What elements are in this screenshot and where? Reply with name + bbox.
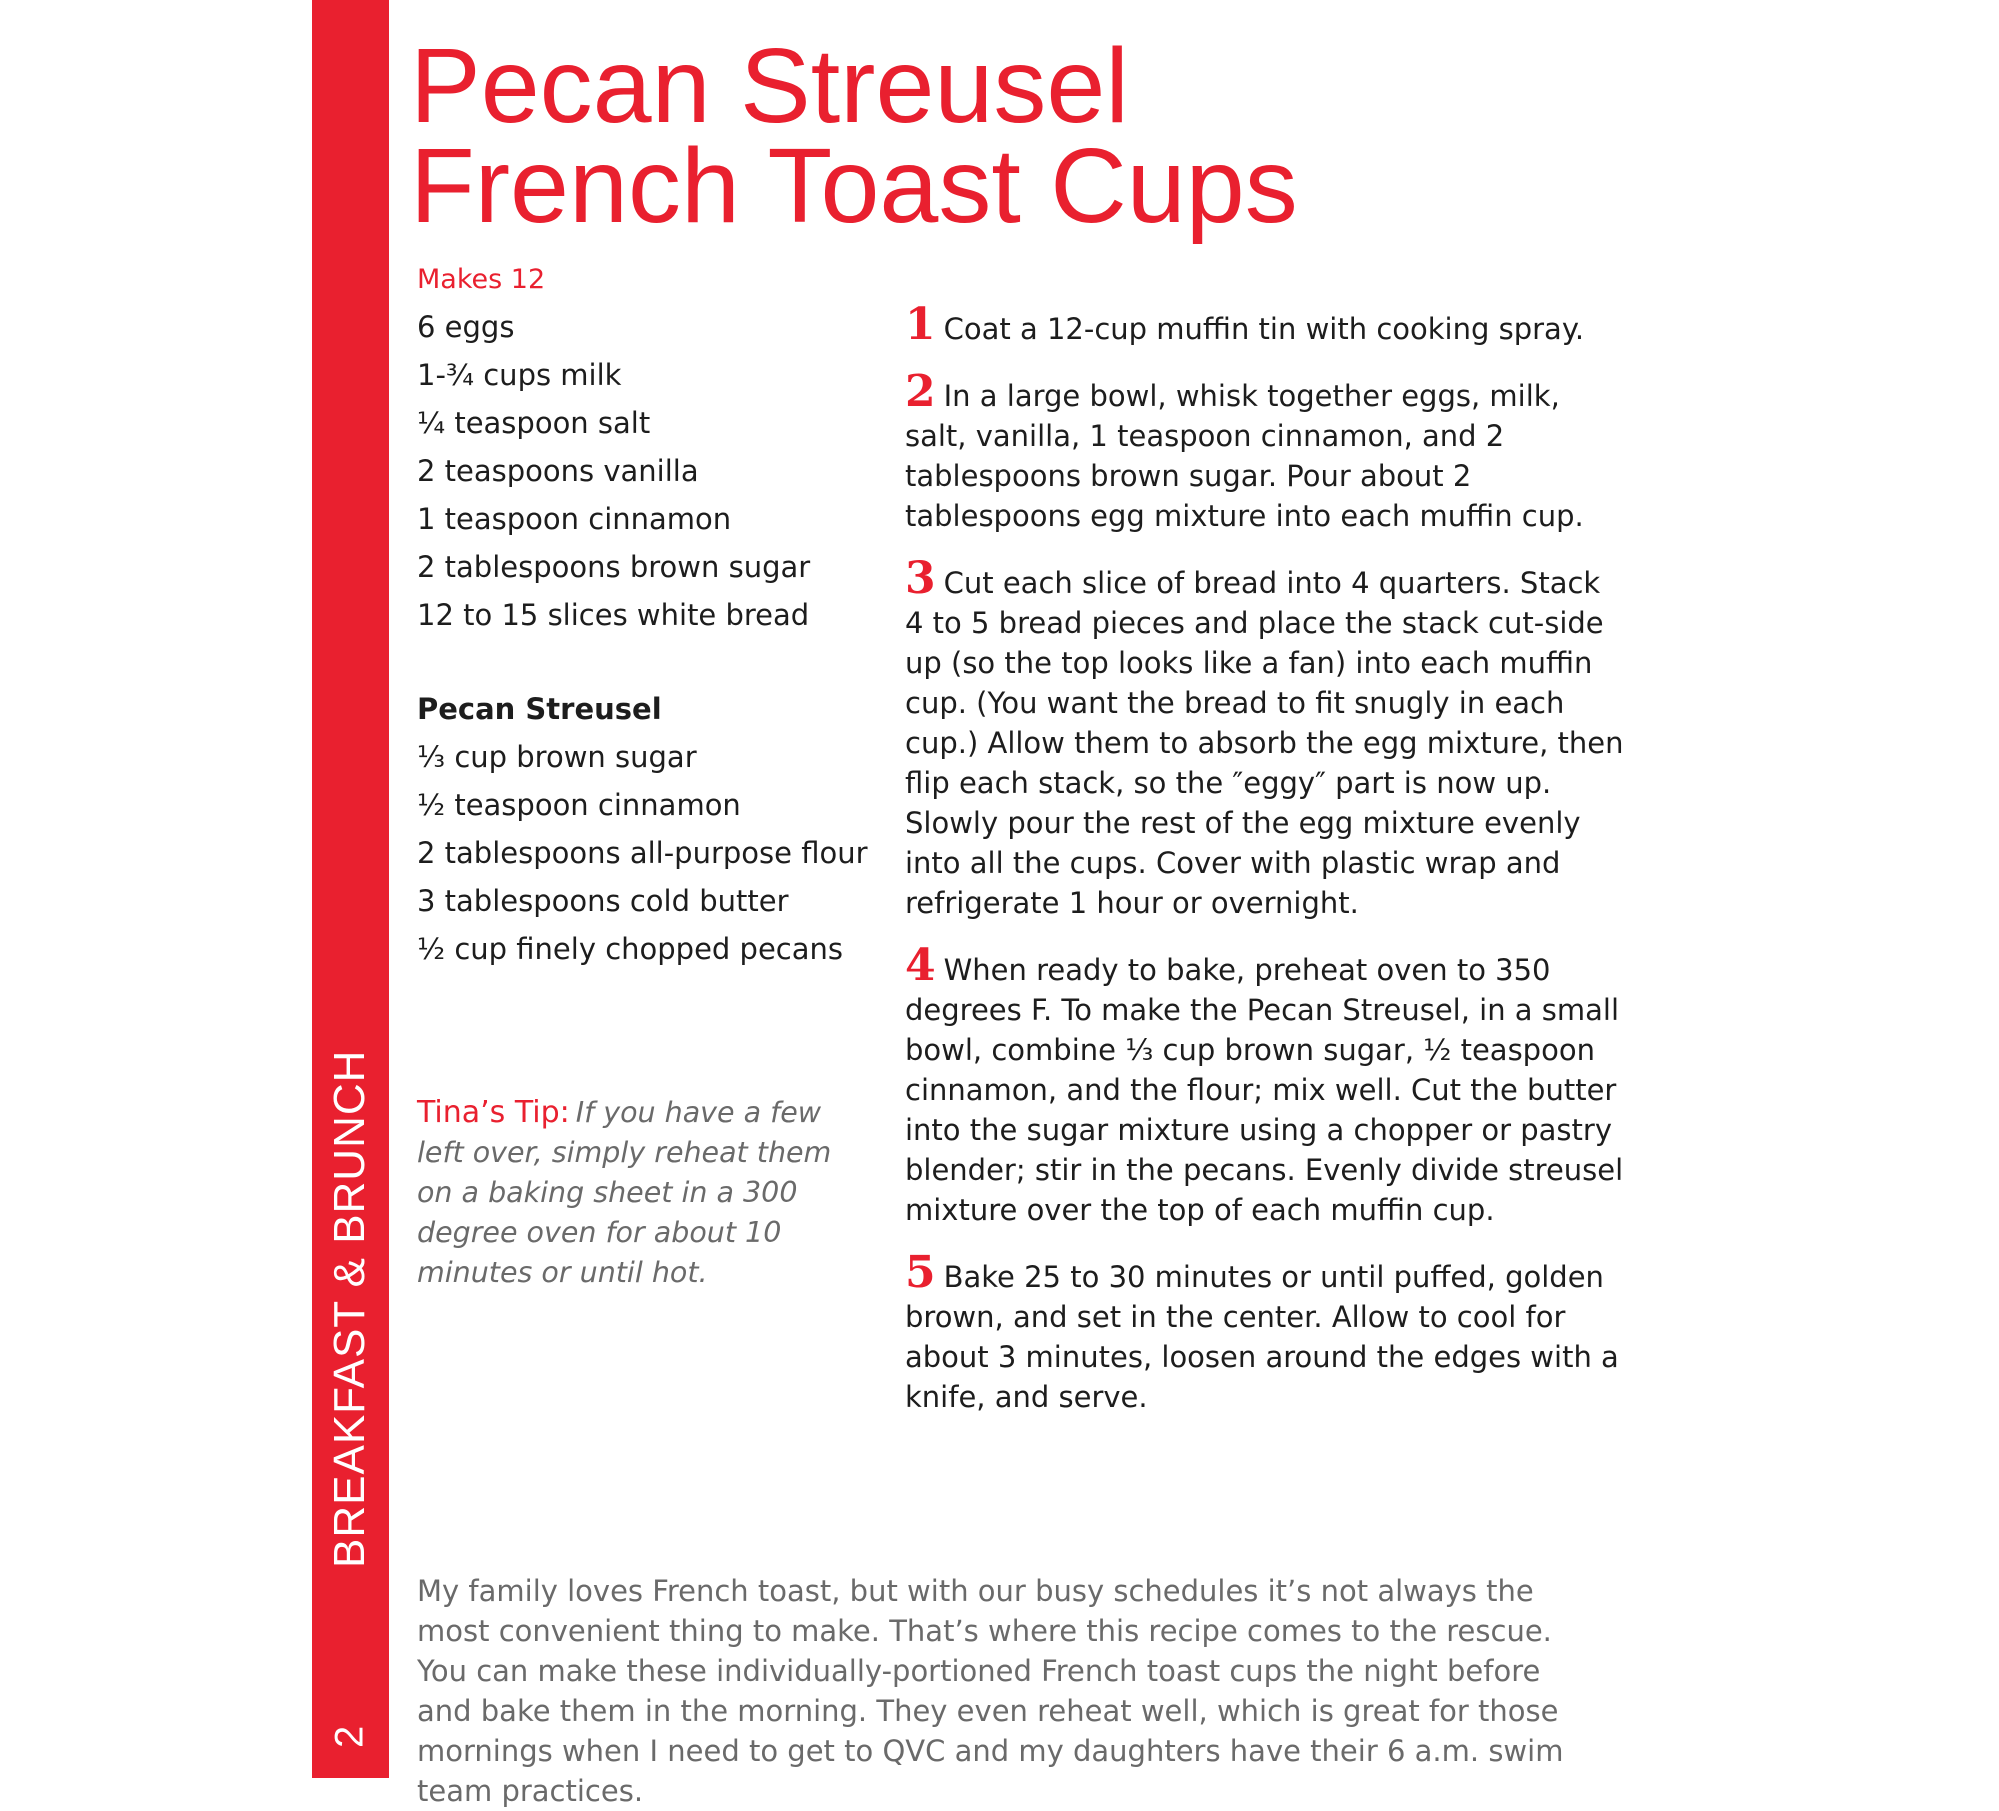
ingredient-item: ½ teaspoon cinnamon <box>417 788 741 822</box>
ingredient-item: ½ cup finely chopped pecans <box>417 932 844 966</box>
step-item <box>905 299 1625 350</box>
ingredient-item: 2 tablespoons brown sugar <box>417 550 811 584</box>
step-text: Coat a 12-cup muffin tin with cooking spray. <box>943 312 1585 346</box>
ingredient-item: 1-¾ cups milk <box>417 358 622 392</box>
ingredient-item: ⅓ cup brown sugar <box>417 740 697 774</box>
recipe-title <box>410 27 1710 245</box>
step-number: 4 <box>905 940 936 991</box>
step-text: When ready to bake, preheat oven to 350 degrees F. To make the Pecan Streusel, in a small bowl, combine ⅓ cup brown sugar, ½ teaspoon cinnamon, and the flour; mix well. Cut the butter into the sugar mixture using a chopper or pastry blender; stir in the pecans. Evenly divide streusel mixture over the top of each muffin cup. <box>905 953 1624 1227</box>
page-number: 2 <box>327 1725 372 1748</box>
intro-paragraph: My family loves French toast, but with our busy schedules it’s not always the most convenient thing to make. That’s where this recipe comes to the rescue. You can make these individually-portioned French toast cups the night before and bake them in the morning. They even reheat well, which is great for those mornings when I need to get to QVC and my daughters have their 6 a.m. swim team practices. <box>417 1574 1564 1808</box>
streusel-heading: Pecan Streusel <box>417 692 662 726</box>
step-number: 1 <box>905 299 936 350</box>
ingredient-item: 1 teaspoon cinnamon <box>417 502 732 536</box>
ingredient-item: 3 tablespoons cold butter <box>417 884 789 918</box>
yield: Makes 12 <box>417 264 546 295</box>
tip-text: If you have a few left over, simply reheat them on a baking sheet in a 300 degree oven for about 10 minutes or until hot. <box>417 1096 832 1289</box>
step-text: In a large bowl, whisk together eggs, milk, salt, vanilla, 1 teaspoon cinnamon, and 2 tablespoons brown sugar. Pour about 2 tablespoons egg mixture into each muffin cup. <box>905 379 1584 533</box>
tip-box <box>417 1093 867 1293</box>
step-item <box>905 366 1625 536</box>
title-line-1: Pecan Streusel <box>410 27 1129 145</box>
step-number: 5 <box>905 1247 936 1298</box>
step-number: 3 <box>905 553 936 604</box>
ingredient-item: 2 teaspoons vanilla <box>417 454 699 488</box>
step-text: Bake 25 to 30 minutes or until puffed, golden brown, and set in the center. Allow to cool for about 3 minutes, loosen around the edges with a knife, and serve. <box>905 1260 1619 1414</box>
step-number: 2 <box>905 366 936 417</box>
step-text: Cut each slice of bread into 4 quarters. Stack 4 to 5 bread pieces and place the stack cut-side up (so the top looks like a fan) into each muffin cup. (You want the bread to fit snugly in each cup.) Allow them to absorb the egg mixture, then flip each stack, so the ″eggy″ part is now up. Slowly pour the rest of the egg mixture evenly into all the cups. Cover with plastic wrap and refrigerate 1 hour or overnight. <box>905 566 1624 920</box>
step-item <box>905 553 1625 923</box>
title-line-2: French Toast Cups <box>410 127 1298 245</box>
ingredient-item: 12 to 15 slices white bread <box>417 598 810 632</box>
ingredient-item: 2 tablespoons all-purpose flour <box>417 836 868 870</box>
step-list <box>905 299 1625 1441</box>
tip-label: Tina’s Tip: <box>417 1095 570 1130</box>
step-item <box>905 940 1625 1230</box>
ingredient-item: ¼ teaspoon salt <box>417 406 651 440</box>
ingredient-item: 6 eggs <box>417 310 515 344</box>
ingredient-list <box>417 305 810 641</box>
section-label: BREAKFAST & BRUNCH <box>325 1049 374 1568</box>
streusel-ingredient-list <box>417 735 868 975</box>
step-item <box>905 1247 1625 1417</box>
